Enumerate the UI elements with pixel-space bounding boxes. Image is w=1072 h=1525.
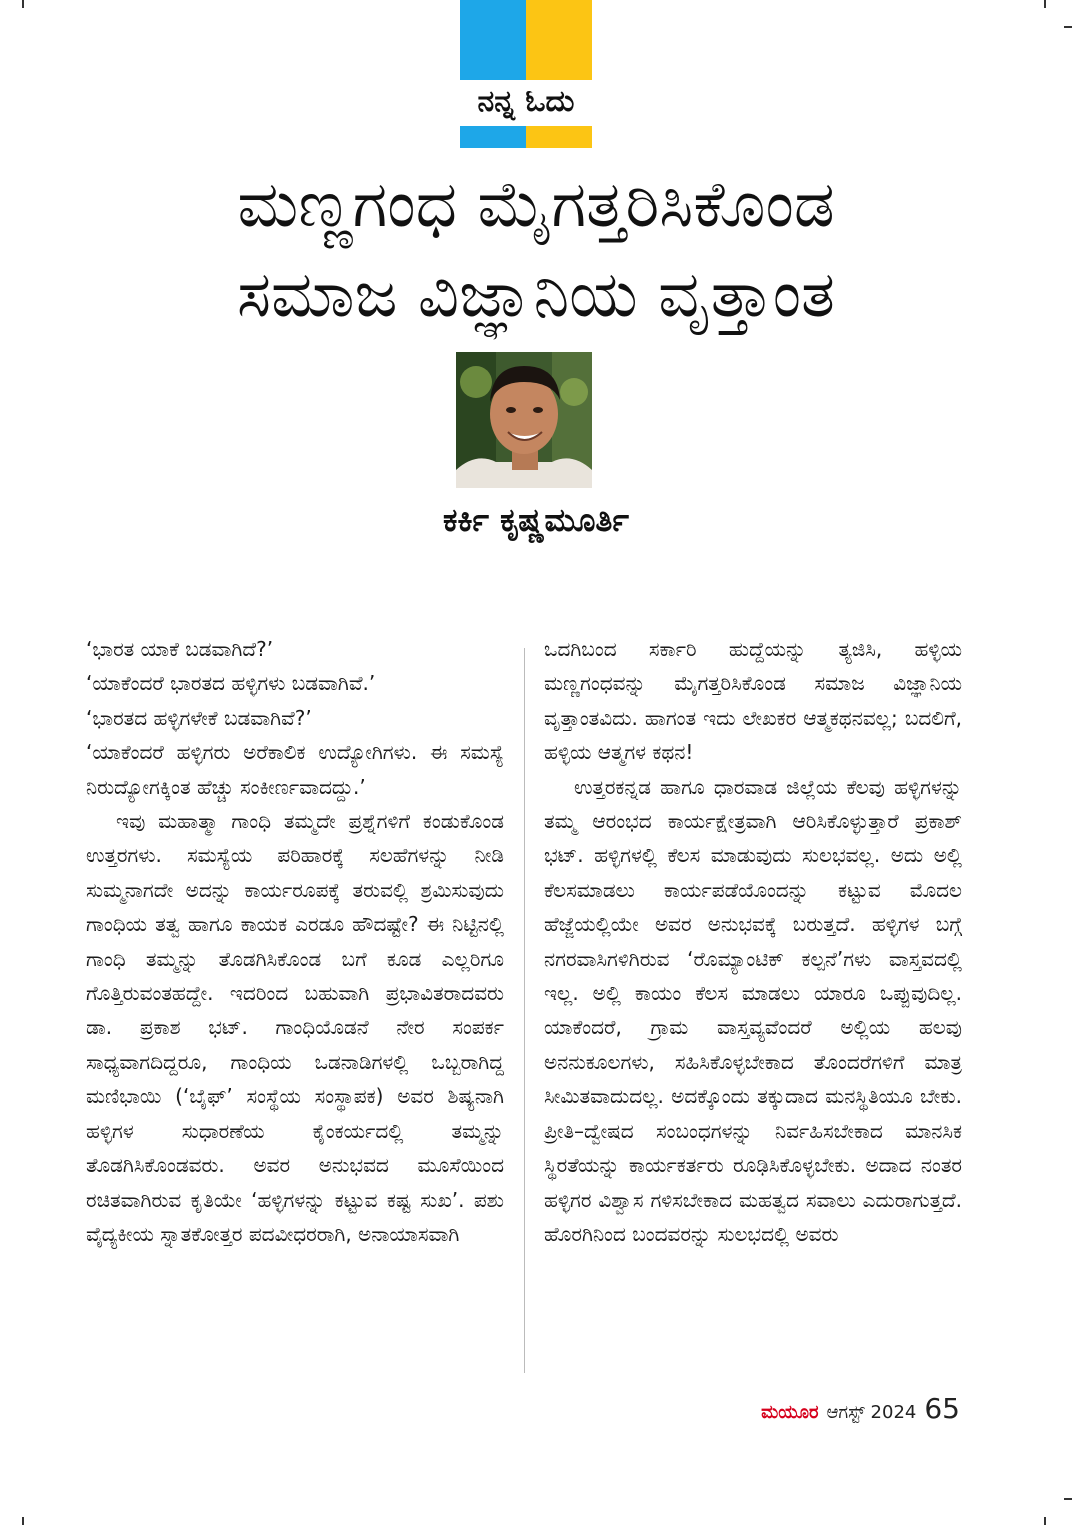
- page-footer: [761, 1392, 960, 1428]
- author-name: ಕರ್ಕಿ ಕೃಷ್ಣಮೂರ್ತಿ: [443, 501, 629, 539]
- body-paragraph: ಒದಗಿಬಂದ ಸರ್ಕಾರಿ ಹುದ್ದೆಯನ್ನು ತ್ಯಜಿಸಿ, ಹಳ್ಳಿಯ ಮಣ್ಣಗಂಧವನ್ನು ಮೈಗತ್ತರಿಸಿಕೊಂಡ ಸಮಾಜ ವಿಜ್ಞಾನಿಯ ವೃತ್ತಾಂತವಿದು. ಹಾಗಂತ ಇದು ಲೇಖಕರ ಆತ್ಮಕಥನವಲ್ಲ; ಬದಲಿಗೆ, ಹಳ್ಳಿಯ ಆತ್ಮಗಳ ಕಥನ!: [544, 637, 962, 765]
- crop-mark-top-left: [22, 0, 24, 8]
- title-line-2: ಸಮಾಜ ವಿಜ್ಞಾನಿಯ ವೃತ್ತಾಂತ: [237, 258, 835, 332]
- article-column-right: [544, 632, 962, 1251]
- magazine-name: ಮಯೂರ: [761, 1402, 819, 1423]
- body-paragraph: ‘ಭಾರತದ ಹಳ್ಳಿಗಳೇಕೆ ಬಡವಾಗಿವೆ?’: [86, 705, 312, 730]
- author-portrait-illustration: [456, 352, 592, 488]
- page-number: 65: [924, 1392, 960, 1425]
- body-paragraph: ‘ಯಾಕೆಂದರೆ ಭಾರತದ ಹಳ್ಳಿಗಳು ಬಡವಾಗಿವೆ.’: [86, 671, 376, 696]
- body-paragraph: ಉತ್ತರಕನ್ನಡ ಹಾಗೂ ಧಾರವಾಡ ಜಿಲ್ಲೆಯ ಕೆಲವು ಹಳ್ಳಿಗಳನ್ನು ತಮ್ಮ ಆರಂಭದ ಕಾರ್ಯಕ್ಷೇತ್ರವಾಗಿ ಆರಿಸಿಕೊಳ್ಳುತ್ತಾರೆ ಪ್ರಕಾಶ್ ಭಟ್. ಹಳ್ಳಿಗಳಲ್ಲಿ ಕೆಲಸ ಮಾಡುವುದು ಸುಲಭವಲ್ಲ. ಅದು ಅಲ್ಲಿ ಕೆಲಸಮಾಡಲು ಕಾರ್ಯಪಡೆಯೊಂದನ್ನು ಕಟ್ಟುವ ಮೊದಲ ಹೆಜ್ಜೆಯಲ್ಲಿಯೇ ಅವರ ಅನುಭವಕ್ಕೆ ಬರುತ್ತದೆ. ಹಳ್ಳಿಗಳ ಬಗ್ಗೆ ನಗರವಾಸಿಗಳಿಗಿರುವ ‘ರೊಮ್ಯಾಂಟಿಕ್ ಕಲ್ಪನೆ’ಗಳು ವಾಸ್ತವದಲ್ಲಿ ಇಲ್ಲ. ಅಲ್ಲಿ ಕಾಯಂ ಕೆಲಸ ಮಾಡಲು ಯಾರೂ ಒಪ್ಪುವುದಿಲ್ಲ. ಯಾಕೆಂದರೆ, ಗ್ರಾಮ ವಾಸ್ತವ್ಯವೆಂದರೆ ಅಲ್ಲಿಯ ಹಲವು ಅನನುಕೂಲಗಳು, ಸಹಿಸಿಕೊಳ್ಳಬೇಕಾದ ತೊಂದರೆಗಳಿಗೆ ಮಾತ್ರ ಸೀಮಿತವಾದುದಲ್ಲ. ಅದಕ್ಕೊಂದು ತಕ್ಕುದಾದ ಮನಸ್ಥಿತಿಯೂ ಬೇಕು. ಪ್ರೀತಿ–ದ್ವೇಷದ ಸಂಬಂಧಗಳನ್ನು ನಿರ್ವಹಿಸಬೇಕಾದ ಮಾನಸಿಕ ಸ್ಥಿರತೆಯನ್ನು ಕಾರ್ಯಕರ್ತರು ರೂಢಿಸಿಕೊಳ್ಳಬೇಕು. ಅದಾದ ನಂತರ ಹಳ್ಳಿಗರ ವಿಶ್ವಾಸ ಗಳಿಸಬೇಕಾದ ಮಹತ್ವದ ಸವಾಲು ಎದುರಾಗುತ್ತದೆ. ಹೊರಗಿನಿಂದ ಬಂದವರನ್ನು ಸುಲಭದಲ್ಲಿ ಅವರು: [544, 774, 962, 1246]
- issue-date: ಆಗಸ್ಟ್ 2024: [826, 1402, 917, 1423]
- crop-mark-top-right: [1044, 0, 1046, 8]
- article-column-left: [86, 632, 504, 1251]
- logo-yellow-strip: [526, 126, 592, 148]
- body-paragraph: ‘ಭಾರತ ಯಾಕೆ ಬಡವಾಗಿದೆ?’: [86, 637, 274, 661]
- title-line-1: ಮಣ್ಣಗಂಧ ಮೈಗತ್ತರಿಸಿಕೊಂಡ: [237, 168, 835, 242]
- body-paragraph: ‘ಯಾಕೆಂದರೆ ಹಳ್ಳಿಗರು ಅರೆಕಾಲಿಕ ಉದ್ಯೋಗಿಗಳು. ಈ ಸಮಸ್ಯೆ ನಿರುದ್ಯೋಗಕ್ಕಿಂತ ಹೆಚ್ಚು ಸಂಕೀರ್ಣವಾದದ್ದು.’: [86, 740, 504, 799]
- logo-blue-block: [460, 0, 526, 80]
- section-logo: [460, 0, 592, 148]
- article-title: [60, 160, 1012, 340]
- crop-mark-right-edge-bottom: [1064, 1498, 1072, 1500]
- column-divider: [524, 648, 525, 1373]
- logo-blue-strip: [460, 126, 526, 148]
- body-paragraph: ಇವು ಮಹಾತ್ಮಾ ಗಾಂಧಿ ತಮ್ಮದೇ ಪ್ರಶ್ನೆಗಳಿಗೆ ಕಂಡುಕೊಂಡ ಉತ್ತರಗಳು. ಸಮಸ್ಯೆಯ ಪರಿಹಾರಕ್ಕೆ ಸಲಹೆಗಳನ್ನು ನೀಡಿ ಸುಮ್ಮನಾಗದೇ ಅದನ್ನು ಕಾರ್ಯರೂಪಕ್ಕೆ ತರುವಲ್ಲಿ ಶ್ರಮಿಸುವುದು ಗಾಂಧಿಯ ತತ್ವ ಹಾಗೂ ಕಾಯಕ ಎರಡೂ ಹೌದಷ್ಟೇ? ಈ ನಿಟ್ಟಿನಲ್ಲಿ ಗಾಂಧಿ ತಮ್ಮನ್ನು ತೊಡಗಿಸಿಕೊಂಡ ಬಗೆ ಕೂಡ ಎಲ್ಲರಿಗೂ ಗೊತ್ತಿರುವಂತಹದ್ದೇ. ಇದರಿಂದ ಬಹುವಾಗಿ ಪ್ರಭಾವಿತರಾದವರು ಡಾ. ಪ್ರಕಾಶ ಭಟ್. ಗಾಂಧಿಯೊಡನೆ ನೇರ ಸಂಪರ್ಕ ಸಾಧ್ಯವಾಗದಿದ್ದರೂ, ಗಾಂಧಿಯ ಒಡನಾಡಿಗಳಲ್ಲಿ ಒಬ್ಬರಾಗಿದ್ದ ಮಣಿಭಾಯಿ (‘ಬೈಫ್’ ಸಂಸ್ಥೆಯ ಸಂಸ್ಥಾಪಕ) ಅವರ ಶಿಷ್ಯನಾಗಿ ಹಳ್ಳಿಗಳ ಸುಧಾರಣೆಯ ಕೈಂಕರ್ಯದಲ್ಲಿ ತಮ್ಮನ್ನು ತೊಡಗಿಸಿಕೊಂಡವರು. ಅವರ ಅನುಭವದ ಮೂಸೆಯಿಂದ ರಚಿತವಾಗಿರುವ ಕೃತಿಯೇ ‘ಹಳ್ಳಿಗಳನ್ನು ಕಟ್ಟುವ ಕಷ್ಟ ಸುಖ’. ಪಶು ವೈದ್ಯಕೀಯ ಸ್ನಾತಕೋತ್ತರ ಪದವೀಧರರಾಗಿ, ಅನಾಯಾಸವಾಗಿ: [86, 809, 504, 1246]
- crop-mark-bottom-right: [1044, 1517, 1046, 1525]
- crop-mark-right-edge: [1064, 26, 1072, 28]
- section-label: ನನ್ನ ಓದು: [477, 84, 575, 119]
- author-photo: [456, 352, 592, 488]
- crop-mark-bottom-left: [22, 1517, 24, 1525]
- logo-yellow-block: [526, 0, 592, 80]
